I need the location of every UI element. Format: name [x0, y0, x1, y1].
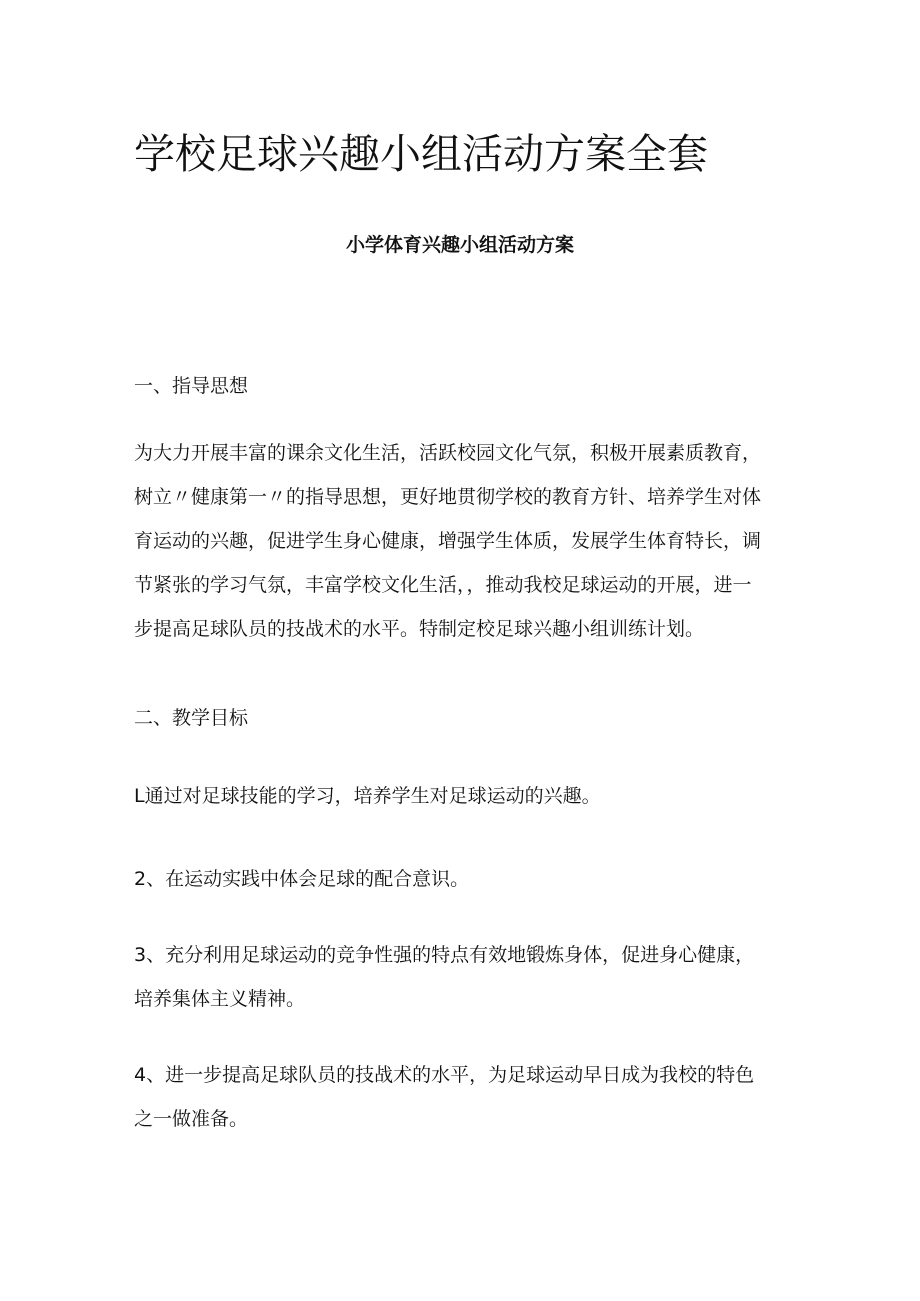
- section-heading-teaching-goals: 二、教学目标: [134, 707, 249, 729]
- goal-item-2: 2、在运动实践中体会足球的配合意识。: [134, 868, 470, 890]
- paragraph-line: 树立〃健康第一〃的指导思想，更好地贯彻学校的教育方针、培养学生对体: [134, 486, 762, 508]
- document-title: 学校足球兴趣小组活动方案全套: [134, 130, 708, 178]
- document-subtitle: 小学体育兴趣小组活动方案: [345, 234, 574, 256]
- goal-item-4-line: 之一做准备。: [134, 1108, 249, 1130]
- goal-item-4: [134, 1053, 806, 1141]
- paragraph-line: 育运动的兴趣，促进学生身心健康，增强学生体质，发展学生体育特长，调: [134, 530, 762, 552]
- goal-item-1: L通过对足球技能的学习，培养学生对足球运动的兴趣。: [134, 785, 601, 807]
- section-heading-guiding-ideology: 一、指导思想: [134, 375, 249, 397]
- guiding-ideology-paragraph: [134, 431, 806, 651]
- goal-item-3-line: 3、充分利用足球运动的竞争性强的特点有效地锻炼身体，促进身心健康，: [134, 944, 755, 966]
- goal-item-3-line: 培养集体主义精神。: [134, 988, 306, 1010]
- paragraph-line: 节紧张的学习气氛，丰富学校文化生活，，推动我校足球运动的开展，进一: [134, 574, 752, 596]
- goal-item-3: [134, 933, 806, 1021]
- goal-item-4-line: 4、进一步提高足球队员的技战术的水平，为足球运动早日成为我校的特色: [134, 1064, 755, 1086]
- paragraph-line: 为大力开展丰富的课余文化生活，活跃校园文化气氛，积极开展素质教育，: [134, 442, 762, 464]
- paragraph-line: 步提高足球队员的技战术的水平。特制定校足球兴趣小组训练计划。: [134, 618, 705, 640]
